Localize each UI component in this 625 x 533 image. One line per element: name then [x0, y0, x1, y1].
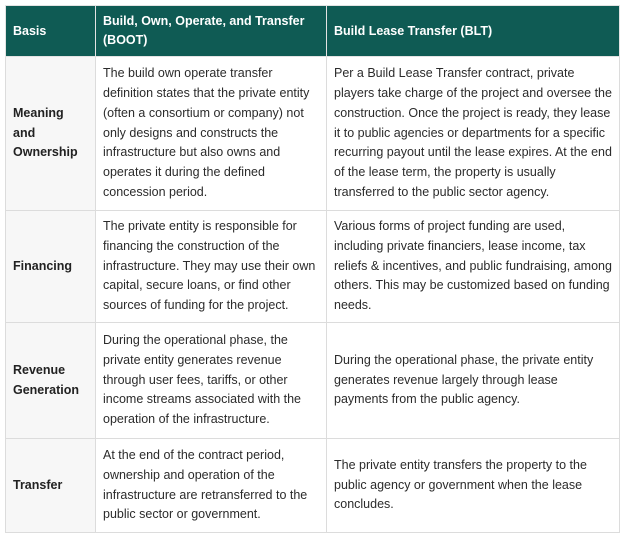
table-row	[6, 439, 620, 533]
row-basis-label: Revenue Generation	[6, 323, 96, 439]
header-basis: Basis	[6, 6, 96, 57]
blt-cell: During the operational phase, the private entity generates revenue largely through lease payments from the public agency.	[327, 323, 620, 439]
boot-cell: The private entity is responsible for financing the construction of the infrastructure. They may use their own capital, secure loans, or find other sources of funding for the project.	[96, 211, 327, 323]
header-boot: Build, Own, Operate, and Transfer (BOOT)	[96, 6, 327, 57]
boot-cell: At the end of the contract period, ownership and operation of the infrastructure are retransferred to the public sector or government.	[96, 439, 327, 533]
table-row	[6, 57, 620, 211]
table-row	[6, 323, 620, 439]
row-basis-label: Transfer	[6, 439, 96, 533]
row-basis-label: Meaning and Ownership	[6, 57, 96, 211]
row-basis-label: Financing	[6, 211, 96, 323]
boot-cell: The build own operate transfer definition states that the private entity (often a consortium or company) not only designs and constructs the infrastructure but also owns and operates it during the defined concession period.	[96, 57, 327, 211]
boot-cell: During the operational phase, the private entity generates revenue through user fees, tariffs, or other income streams associated with the operation of the infrastructure.	[96, 323, 327, 439]
blt-cell: The private entity transfers the property to the public agency or government when the lease concludes.	[327, 439, 620, 533]
header-blt: Build Lease Transfer (BLT)	[327, 6, 620, 57]
comparison-table	[5, 5, 620, 533]
blt-cell: Various forms of project funding are used, including private financiers, lease income, tax reliefs & incentives, and public fundraising, among others. This may be customized based on funding needs.	[327, 211, 620, 323]
table-header-row	[6, 6, 620, 57]
table-row	[6, 211, 620, 323]
blt-cell: Per a Build Lease Transfer contract, private players take charge of the project and oversee the construction. Once the project is ready, they lease it to public agencies or departments for a specific recurring payout until the lease expires. At the end of the lease term, the property is usually transferred to the public sector agency.	[327, 57, 620, 211]
